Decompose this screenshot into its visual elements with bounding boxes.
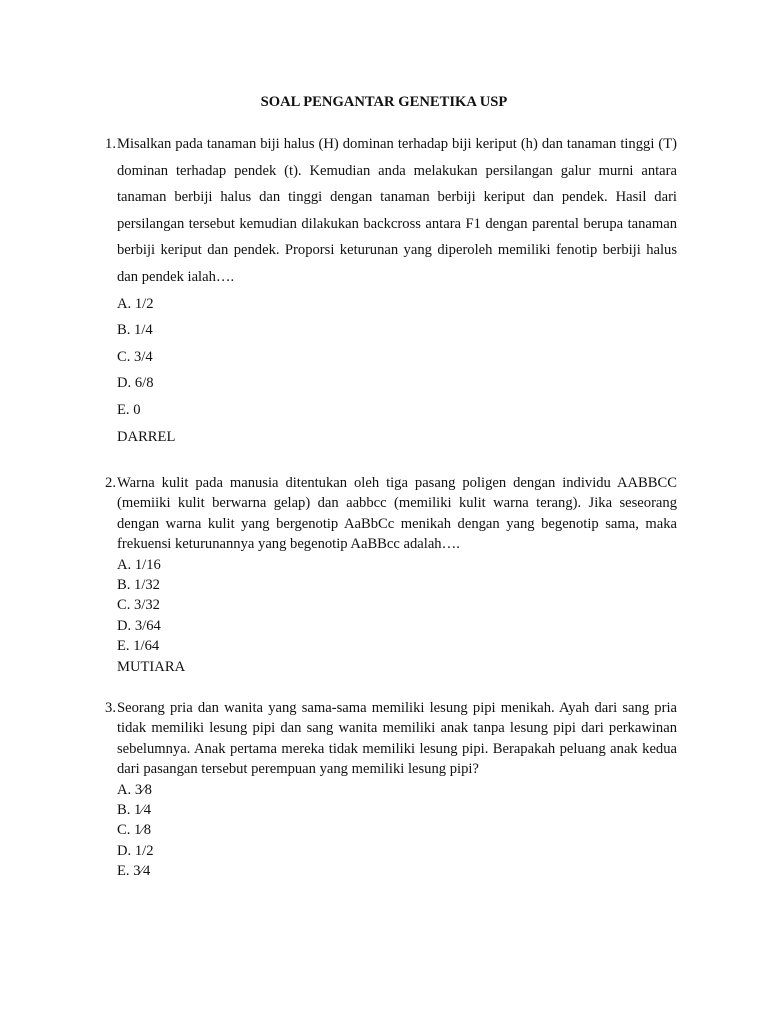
option-e: E. 3⁄4 [117, 863, 151, 880]
option-a: A. 3⁄8 [117, 781, 152, 798]
question-body [117, 473, 677, 677]
option-d: D. 1/2 [117, 842, 154, 859]
question-3 [90, 698, 677, 882]
question-author: MUTIARA [117, 658, 186, 675]
option-b: B. 1/4 [117, 322, 153, 339]
option-c: C. 3/32 [117, 597, 160, 614]
option-e: E. 0 [117, 401, 141, 418]
option-d: D. 6/8 [117, 375, 154, 392]
question-body [117, 131, 677, 450]
question-text: Warna kulit pada manusia ditentukan oleh tiga pasang poligen dengan individu AABBCC (memiiki kulit berwarna gelap) dan aabbcc (memiliki kulit warna terang). Jika seseorang dengan warna kulit yang bergenotip AaBbCc menikah dengan yang begenotip sama, maka frekuensi keturunannya yang begenotip AaBBcc adalah…. [117, 475, 677, 553]
option-a: A. 1/2 [117, 295, 154, 312]
question-number: 3. [105, 700, 116, 716]
document-title: SOAL PENGANTAR GENETIKA USP [260, 94, 508, 110]
question-2 [90, 473, 677, 677]
question-text: Misalkan pada tanaman biji halus (H) dominan terhadap biji keriput (h) dan tanaman tinggi (T) dominan terhadap pendek (t). Kemudian anda melakukan persilangan galur murni antara tanaman berbiji halus dan tinggi dengan tanaman berbiji keriput dan pendek. Hasil dari persilangan tersebut kemudian dilakukan backcross antara F1 dengan parental berupa tanaman berbiji keriput dan pendek. Proporsi keturunan yang diperoleh memiliki fenotip berbiji halus dan pendek ialah…. [117, 136, 677, 285]
question-number: 1. [105, 136, 116, 152]
question-author: DARREL [117, 428, 176, 445]
option-e: E. 1/64 [117, 638, 160, 655]
option-b: B. 1⁄4 [117, 802, 152, 819]
option-c: C. 1⁄8 [117, 822, 152, 839]
question-number: 2. [105, 475, 116, 491]
option-d: D. 3/64 [117, 617, 161, 634]
question-body [117, 698, 677, 882]
option-a: A. 1/16 [117, 556, 161, 573]
option-b: B. 1/32 [117, 577, 160, 594]
option-c: C. 3/4 [117, 348, 153, 365]
question-text: Seorang pria dan wanita yang sama-sama memiliki lesung pipi menikah. Ayah dari sang pria tidak memiliki lesung pipi dan sang wanita memiliki anak tanpa lesung pipi dari perkawinan sebelumnya. Anak pertama mereka tidak memiliki lesung pipi. Berapakah peluang anak kedua dari pasangan tersebut perempuan yang memiliki lesung pipi? [117, 700, 677, 778]
question-1 [90, 131, 677, 450]
